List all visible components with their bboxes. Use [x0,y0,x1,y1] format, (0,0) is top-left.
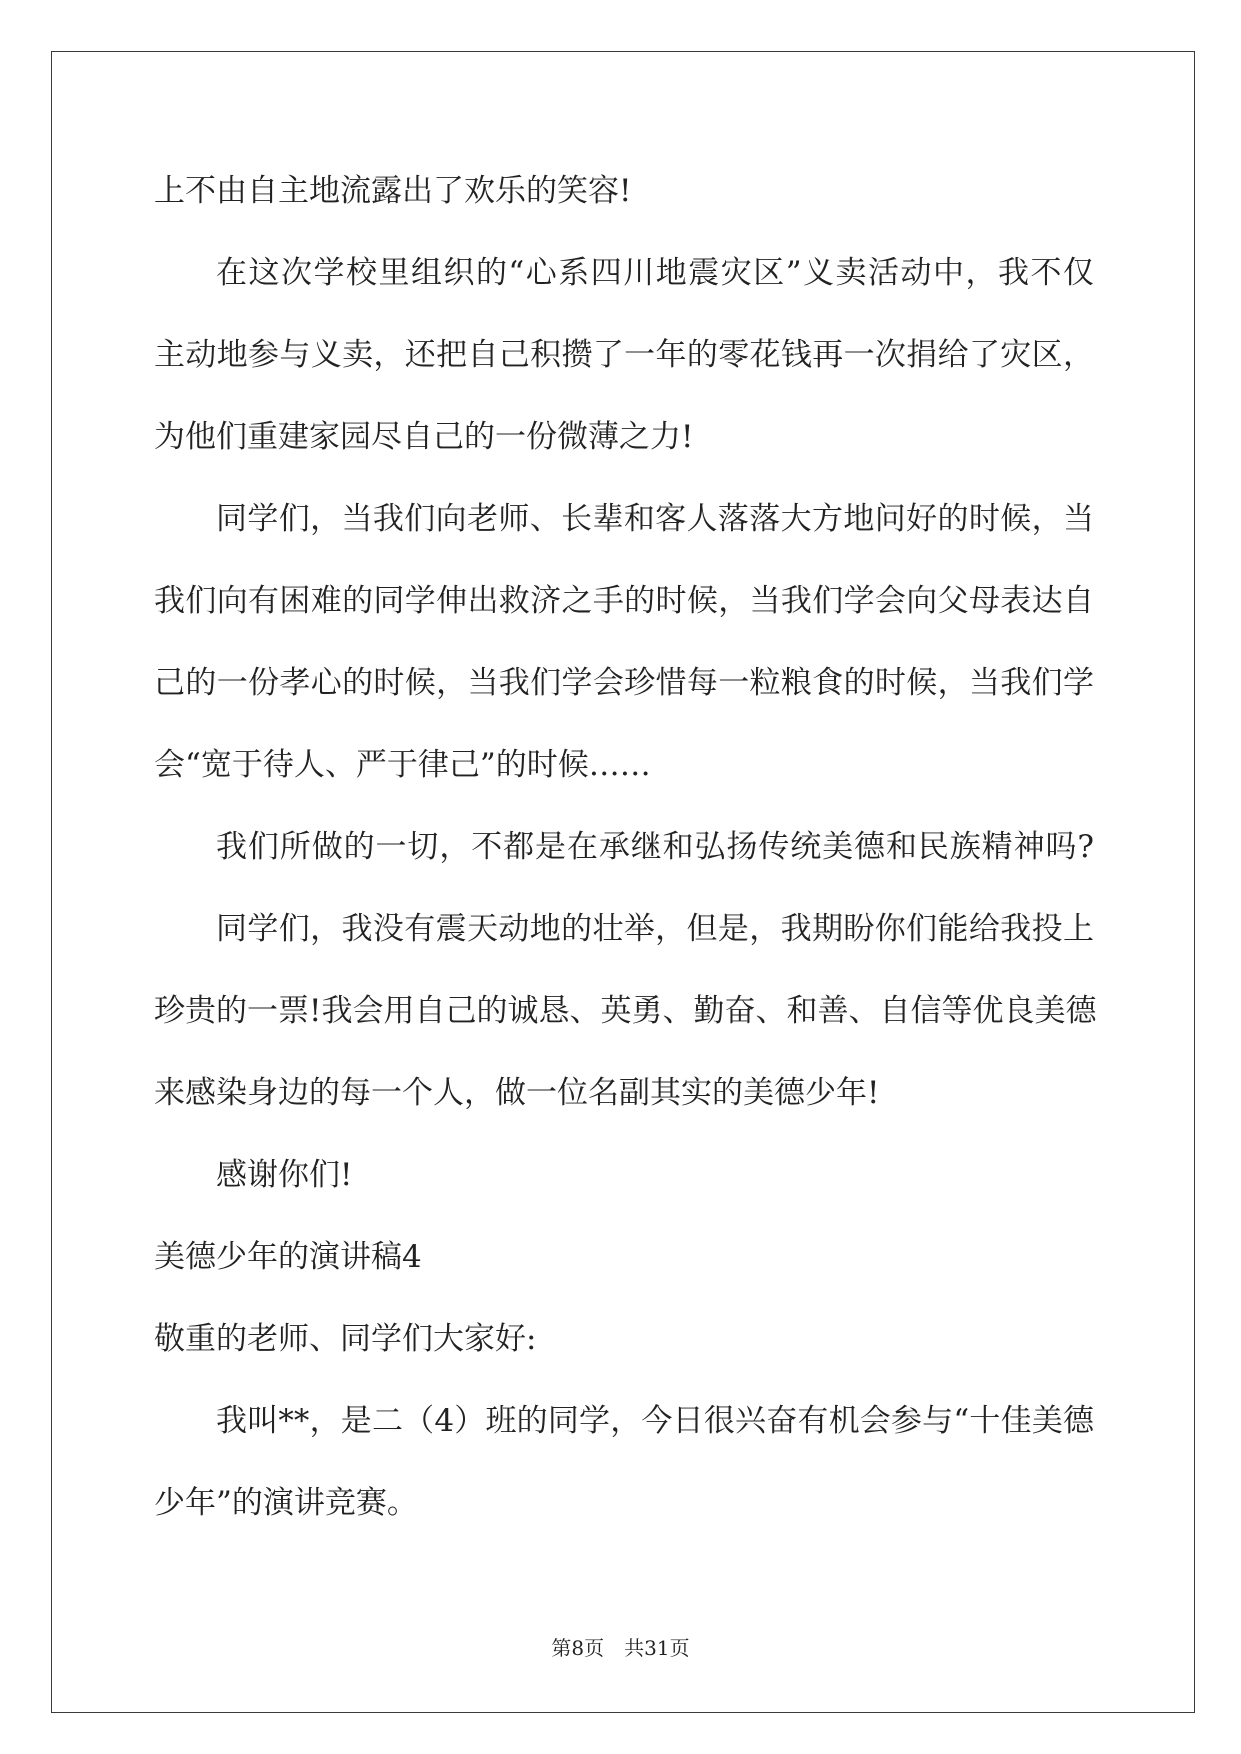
paragraph [154,232,1094,478]
text-line: 来感染身边的每一个人，做一位名副其实的美德少年! [154,1075,880,1111]
text-line: 同学们，我没有震天动地的壮举，但是，我期盼你们能给我投上 [216,911,1094,947]
paragraph [154,1134,1094,1216]
text-line: 己的一份孝心的时候，当我们学会珍惜每一粒粮食的时候，当我们学 [154,665,1094,701]
text-line: 上不由自主地流露出了欢乐的笑容! [154,173,632,209]
paragraph [154,806,1094,888]
text-line: 同学们，当我们向老师、长辈和客人落落大方地问好的时候，当 [216,501,1094,537]
current-page-number: 第8页 [551,1636,605,1660]
paragraph [154,888,1097,1134]
text-line: 在这次学校里组织的“心系四川地震灾区”义卖活动中，我不仅 [216,255,1094,291]
paragraph [154,150,1094,232]
document-body [154,150,1097,1544]
text-line: 主动地参与义卖，还把自己积攒了一年的零花钱再一次捐给了灾区， [154,337,1094,373]
page-footer [0,1636,1241,1660]
text-line: 会“宽于待人、严于律己”的时候…… [154,747,651,783]
text-line: 少年”的演讲竞赛。 [154,1485,418,1521]
salutation: 敬重的老师、同学们大家好: [154,1321,537,1357]
text-line: 为他们重建家园尽自己的一份微薄之力! [154,419,694,455]
text-line: 我叫**，是二（4）班的同学，今日很兴奋有机会参与“十佳美德 [216,1403,1094,1439]
text-line: 我们所做的一切，不都是在承继和弘扬传统美德和民族精神吗? [216,829,1094,865]
paragraph [154,1380,1094,1544]
paragraph [154,478,1094,806]
section-heading: 美德少年的演讲稿4 [154,1239,422,1275]
text-line: 感谢你们! [216,1157,353,1193]
text-line: 珍贵的一票!我会用自己的诚恳、英勇、勤奋、和善、自信等优良美德 [154,993,1097,1029]
text-line: 我们向有困难的同学伸出救济之手的时候，当我们学会向父母表达自 [154,583,1094,619]
total-page-count: 共31页 [624,1636,690,1660]
